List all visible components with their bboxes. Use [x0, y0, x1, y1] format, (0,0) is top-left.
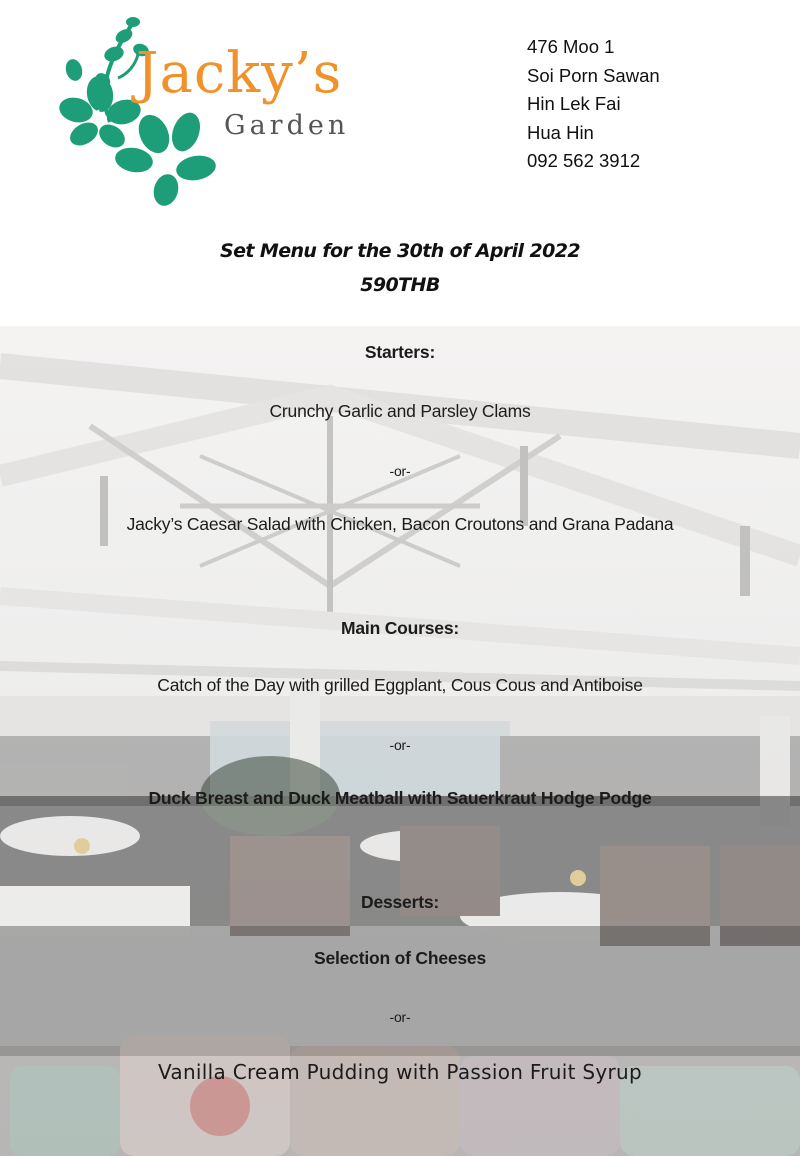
dessert-option-2: Vanilla Cream Pudding with Passion Fruit Syrup	[157, 1060, 643, 1084]
address-line: Soi Porn Sawan	[527, 64, 660, 86]
starters-or-separator: -or-	[389, 463, 411, 479]
restaurant-subtitle: Garden	[224, 110, 350, 141]
address-line: Hin Lek Fai	[527, 93, 621, 114]
starters-heading: Starters:	[364, 342, 436, 362]
main-course-option-2: Duck Breast and Duck Meatball with Sauerkraut Hodge Podge	[148, 788, 652, 808]
main-course-option-1: Catch of the Day with grilled Eggplant, Cous Cous and Antiboise	[157, 675, 643, 695]
restaurant-name: Jacky’s	[136, 41, 343, 106]
address-line: Hua Hin	[527, 121, 594, 143]
main-courses-heading: Main Courses:	[341, 618, 459, 638]
set-menu-title: Set Menu for the 30th of April 2022	[220, 240, 580, 262]
starter-option-1: Crunchy Garlic and Parsley Clams	[269, 401, 531, 421]
starter-option-2: Jacky’s Caesar Salad with Chicken, Bacon Croutons and Grana Padana	[126, 514, 674, 534]
desserts-heading: Desserts:	[361, 892, 439, 912]
dessert-option-1: Selection of Cheeses	[313, 948, 487, 968]
address-block	[527, 33, 660, 176]
desserts-or-separator: -or-	[389, 1009, 411, 1025]
set-menu-price: 590THB	[360, 274, 440, 296]
main-courses-or-separator: -or-	[389, 737, 411, 753]
restaurant-interior-photo	[0, 326, 800, 1156]
phone-number: 092 562 3912	[527, 150, 641, 171]
address-line: 476 Moo 1	[527, 36, 615, 57]
restaurant-logo	[58, 14, 398, 214]
